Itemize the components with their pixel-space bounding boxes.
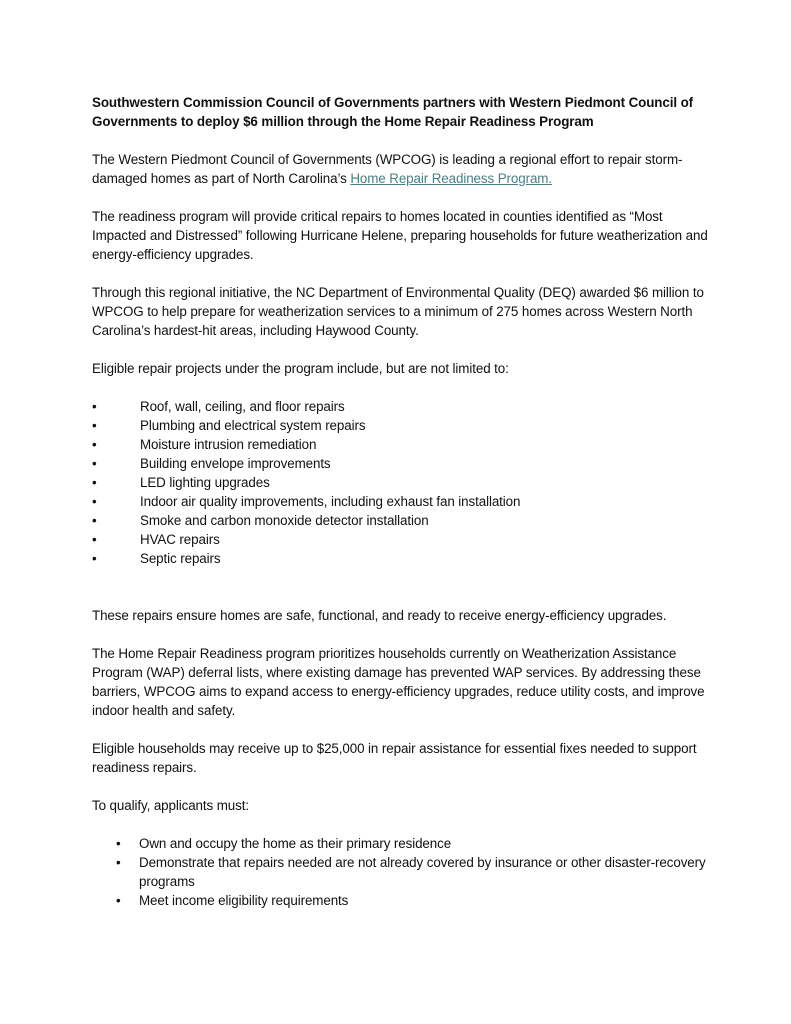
bullet-icon: • (92, 418, 97, 433)
paragraph-funding: Through this regional initiative, the NC Department of Environmental Quality (DEQ) awarded $6 million to WPCOG to help prepare for weatherization services to a minimum of 275 homes across Western North Carolina’s hardest-hit areas, including Haywood County. (92, 285, 704, 338)
list-item: • Moisture intrusion remediation (92, 437, 317, 452)
bullet-icon: • (92, 532, 97, 547)
intro-paragraph (92, 150, 712, 188)
bullet-icon: • (92, 551, 97, 566)
paragraph-wap-priority: The Home Repair Readiness program prioritizes households currently on Weatherization Assistance Program (WAP) deferral lists, where existing damage has prevented WAP services. By addressing these barriers, WPCOG aims to expand access to energy-efficiency upgrades, reduce utility costs, and improve indoor health and safety. (92, 646, 705, 718)
bullet-icon: • (92, 437, 97, 452)
list-item: • Meet income eligibility requirements (116, 893, 349, 908)
paragraph-repairs-purpose: These repairs ensure homes are safe, functional, and ready to receive energy-efficiency upgrades. (92, 608, 667, 623)
list-item: • HVAC repairs (92, 532, 220, 547)
bullet-icon: • (116, 855, 121, 870)
list-item: • Smoke and carbon monoxide detector installation (92, 513, 429, 528)
list-item: • LED lighting upgrades (92, 475, 270, 490)
bullet-icon: • (116, 836, 121, 851)
document-title: Southwestern Commission Council of Governments partners with Western Piedmont Council of Governments to deploy $6 million through the Home Repair Readiness Program (92, 95, 694, 129)
qualification-list (92, 834, 712, 910)
list-item: • Demonstrate that repairs needed are not already covered by insurance or other disaster-recovery programs (116, 855, 706, 889)
document-page (92, 93, 712, 910)
list-item: • Building envelope improvements (92, 456, 331, 471)
paragraph-eligible-projects-intro: Eligible repair projects under the program include, but are not limited to: (92, 361, 509, 376)
paragraph-qualify-intro: To qualify, applicants must: (92, 798, 249, 813)
list-item: • Own and occupy the home as their primary residence (116, 836, 452, 851)
bullet-icon: • (92, 494, 97, 509)
paragraph-assistance-amount: Eligible households may receive up to $25,000 in repair assistance for essential fixes needed to support readiness repairs. (92, 741, 697, 775)
intro-text: The Western Piedmont Council of Governments (WPCOG) is leading a regional effort to repair storm-damaged homes as part of North Carolina’s (92, 152, 683, 186)
list-item: • Indoor air quality improvements, including exhaust fan installation (92, 494, 521, 509)
repair-projects-list (92, 397, 712, 568)
bullet-icon: • (92, 456, 97, 471)
bullet-icon: • (92, 475, 97, 490)
list-item: • Plumbing and electrical system repairs (92, 418, 366, 433)
list-item: • Septic repairs (92, 551, 221, 566)
list-item: • Roof, wall, ceiling, and floor repairs (92, 399, 345, 414)
bullet-icon: • (92, 399, 97, 414)
home-repair-readiness-program-link[interactable]: Home Repair Readiness Program. (350, 171, 552, 186)
bullet-icon: • (92, 513, 97, 528)
bullet-icon: • (116, 893, 121, 908)
paragraph-program-description: The readiness program will provide critical repairs to homes located in counties identified as “Most Impacted and Distressed” following Hurricane Helene, preparing households for future weatherization and energy-efficiency upgrades. (92, 209, 708, 262)
